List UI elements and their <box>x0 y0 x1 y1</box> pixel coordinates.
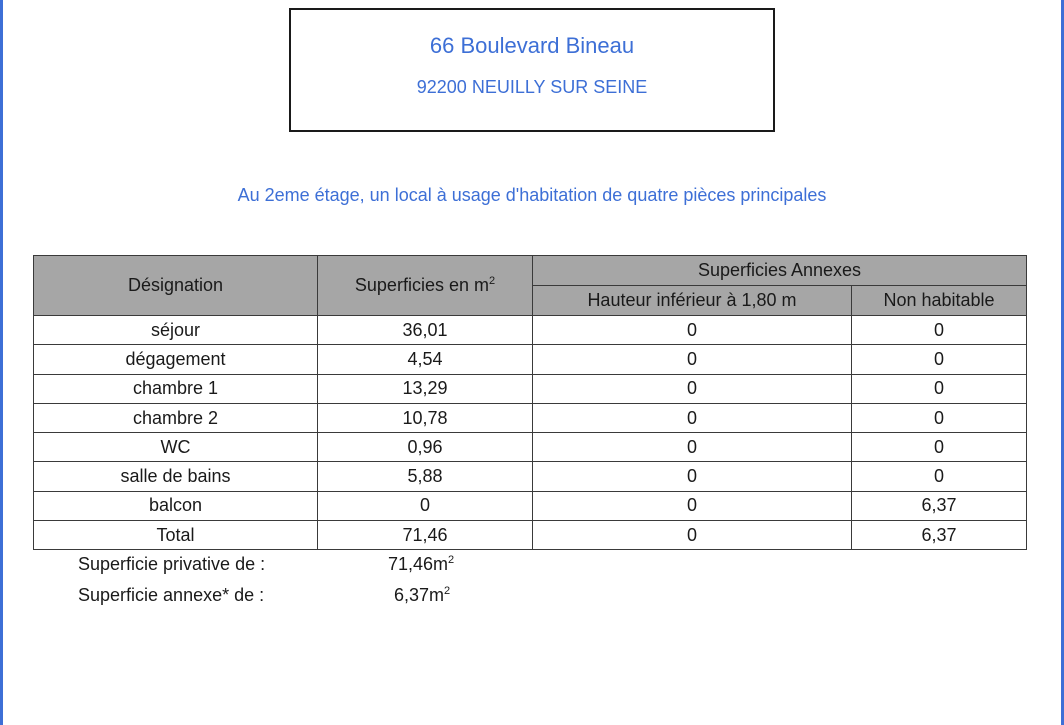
cell-designation: Total <box>34 521 318 550</box>
cell-hauteur: 0 <box>533 403 852 432</box>
cell-superficie: 36,01 <box>318 316 533 345</box>
cell-designation: séjour <box>34 316 318 345</box>
cell-superficie: 5,88 <box>318 462 533 491</box>
header-non-habitable: Non habitable <box>852 286 1027 316</box>
cell-hauteur: 0 <box>533 521 852 550</box>
table-row <box>34 462 1027 491</box>
cell-hauteur: 0 <box>533 316 852 345</box>
cell-superficie: 10,78 <box>318 403 533 432</box>
cell-non-habitable: 0 <box>852 345 1027 374</box>
cell-hauteur: 0 <box>533 462 852 491</box>
annexe-value: $6,37m^2$ <box>394 585 451 605</box>
cell-non-habitable: 0 <box>852 403 1027 432</box>
unit-superscript: 2 <box>448 554 455 566</box>
cell-non-habitable: 0 <box>852 433 1027 462</box>
cell-superficie: 71,46 <box>318 521 533 550</box>
table-row <box>34 316 1027 345</box>
cell-hauteur: 0 <box>533 491 852 520</box>
header-superficies: Superficies en $m^2$ <box>318 256 533 316</box>
cell-designation: balcon <box>34 491 318 520</box>
table-row <box>34 403 1027 432</box>
cell-superficie: 0 <box>318 491 533 520</box>
table-row <box>34 374 1027 403</box>
header-designation: Désignation <box>34 256 318 316</box>
cell-designation: WC <box>34 433 318 462</box>
surface-table <box>33 255 1027 550</box>
property-description: Au 2eme étage, un local à usage d'habitation de quatre pièces principales <box>237 185 827 205</box>
cell-non-habitable: 6,37 <box>852 521 1027 550</box>
cell-hauteur: 0 <box>533 374 852 403</box>
table-row <box>34 433 1027 462</box>
table-row <box>34 491 1027 520</box>
address-street: 66 Boulevard Bineau <box>429 33 635 58</box>
header-annexes: Superficies Annexes <box>533 256 1027 286</box>
table-row <box>34 345 1027 374</box>
cell-designation: chambre 2 <box>34 403 318 432</box>
cell-designation: salle de bains <box>34 462 318 491</box>
unit-superscript: 2 <box>444 585 451 597</box>
annexe-label: Superficie annexe* de : <box>78 585 265 605</box>
privative-label: Superficie privative de : <box>78 554 266 574</box>
cell-non-habitable: 0 <box>852 316 1027 345</box>
cell-non-habitable: 0 <box>852 374 1027 403</box>
unit-superscript: 2 <box>488 275 496 287</box>
cell-hauteur: 0 <box>533 345 852 374</box>
privative-value: $71,46m^2$ <box>388 554 455 574</box>
header-hauteur: Hauteur inférieur à 1,80 m <box>533 286 852 316</box>
cell-superficie: 4,54 <box>318 345 533 374</box>
address-city: 92200 NEUILLY SUR SEINE <box>416 77 648 97</box>
left-border <box>0 0 3 725</box>
cell-designation: chambre 1 <box>34 374 318 403</box>
cell-non-habitable: 0 <box>852 462 1027 491</box>
cell-hauteur: 0 <box>533 433 852 462</box>
cell-superficie: 0,96 <box>318 433 533 462</box>
cell-superficie: 13,29 <box>318 374 533 403</box>
cell-non-habitable: 6,37 <box>852 491 1027 520</box>
cell-designation: dégagement <box>34 345 318 374</box>
table-row-total <box>34 521 1027 550</box>
address-box <box>289 8 775 132</box>
